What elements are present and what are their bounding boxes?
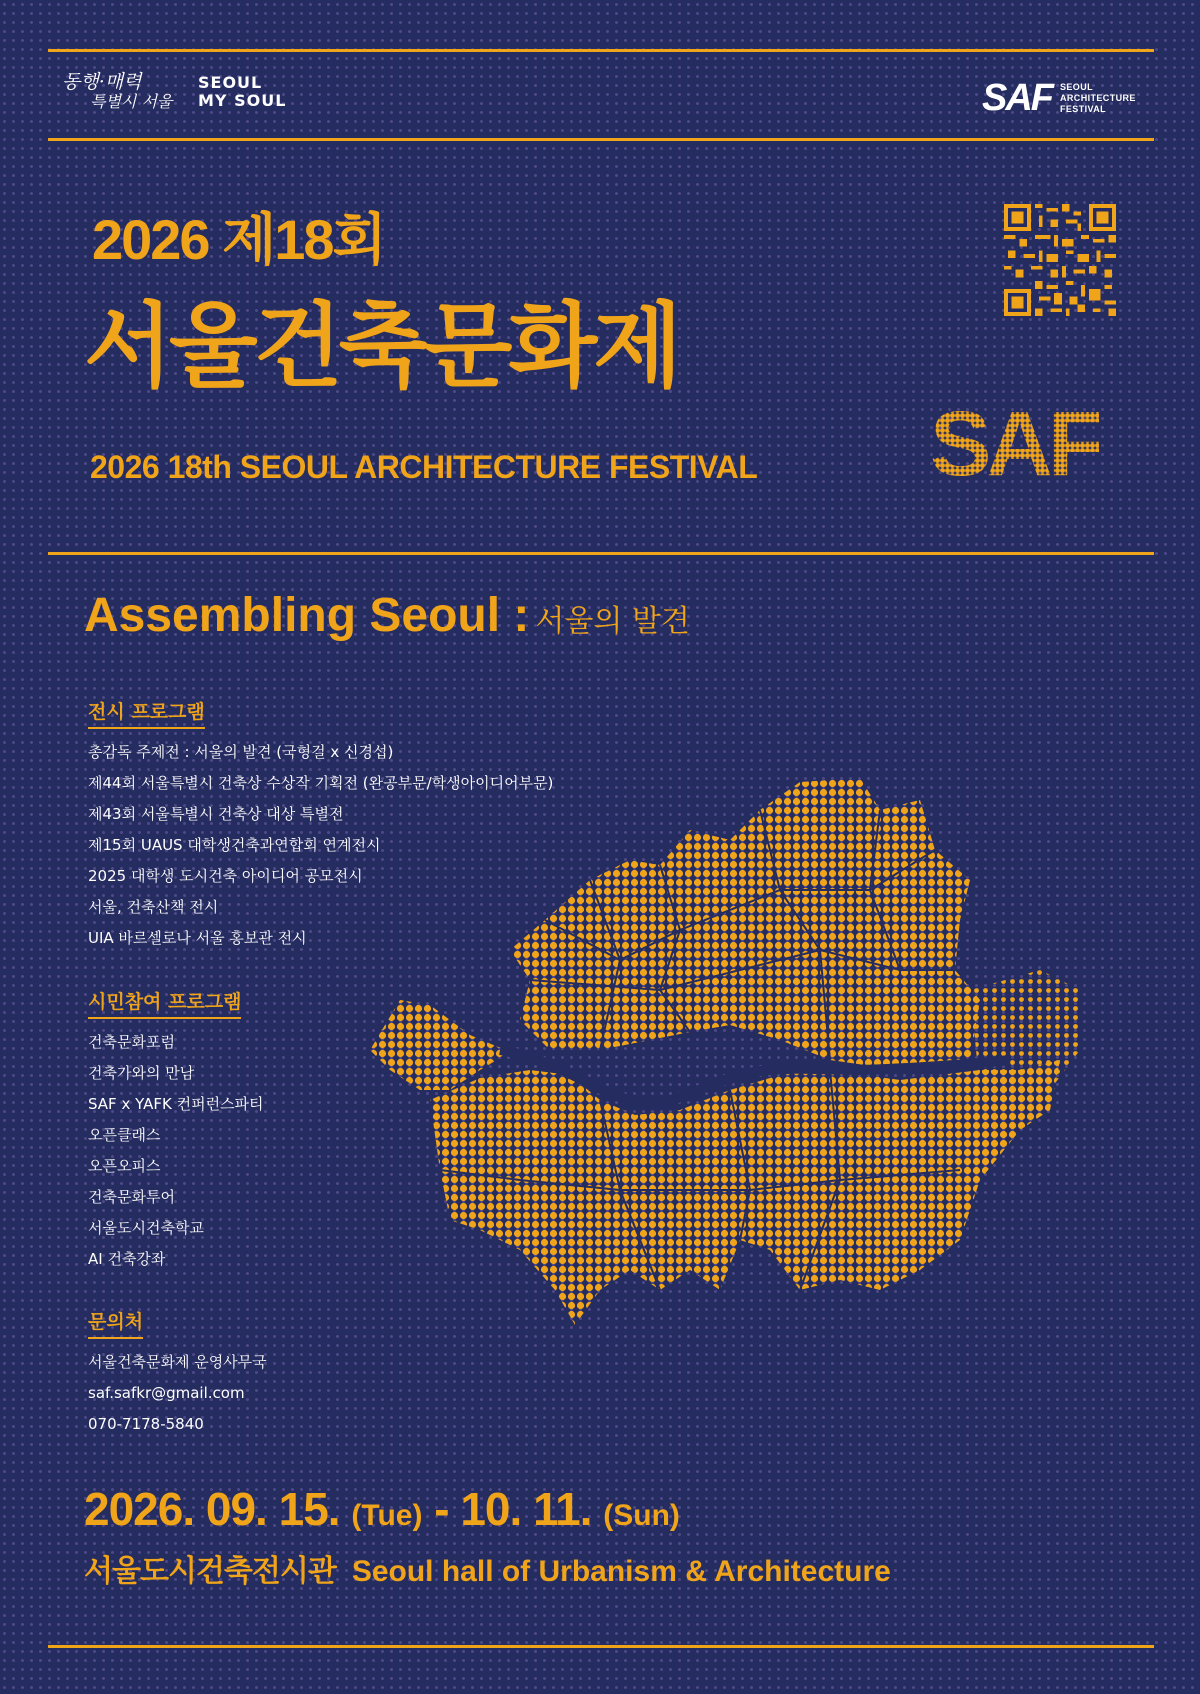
theme-korean: 서울의 발견 (535, 604, 690, 639)
list-item: 2025 대학생 도시건축 아이디어 공모전시 (88, 867, 363, 885)
exhibition-program-section (88, 700, 553, 954)
start-date: 2026. 09. 15. (84, 1483, 340, 1535)
end-date: 10. 11. (460, 1483, 592, 1535)
title-divider (48, 552, 1154, 555)
saf-logo-text-line-2: ARCHITECTURE (1060, 92, 1136, 103)
list-item: 오픈오피스 (88, 1157, 161, 1175)
theme-english: Assembling Seoul : (84, 589, 530, 642)
start-day: (Tue) (351, 1499, 423, 1532)
contact-list (88, 1347, 267, 1440)
exhibition-list (88, 737, 553, 954)
contact-section (88, 1310, 267, 1440)
list-item: 제43회 서울특별시 건축상 대상 특별전 (88, 805, 344, 823)
saf-dotted-logo: SAF (930, 393, 1099, 495)
top-border-line (48, 49, 1154, 52)
contact-heading: 문의처 (88, 1310, 143, 1339)
seoul-logo-line-2: MY SOUL (198, 91, 287, 110)
main-title: 서울건축문화제 (84, 293, 679, 400)
seoul-logo-line-1: SEOUL (198, 73, 263, 92)
seoul-my-soul-logo (198, 74, 286, 110)
end-day: (Sun) (603, 1499, 680, 1532)
saf-logo-text (1060, 82, 1136, 115)
list-item: 서울도시건축학교 (88, 1219, 204, 1237)
venue-korean: 서울도시건축전시관 (84, 1554, 336, 1589)
saf-logo-mark: SAF (982, 77, 1052, 119)
contact-email[interactable]: saf.safkr@gmail.com (88, 1384, 245, 1402)
list-item: 건축문화투어 (88, 1188, 175, 1206)
theme-title (84, 588, 690, 650)
list-item: 제15회 UAUS 대학생건축과연합회 연계전시 (88, 836, 381, 854)
list-item: 건축가와의 만남 (88, 1064, 195, 1082)
list-item: AI 건축강좌 (88, 1250, 166, 1268)
saf-logo-text-line-1: SEOUL (1060, 81, 1094, 92)
festival-dates (84, 1482, 680, 1543)
slogan-line-2: 특별시 서울 (90, 92, 173, 111)
venue-english: Seoul hall of Urbanism & Architecture (351, 1555, 891, 1588)
contact-office: 서울건축문화제 운영사무국 (88, 1353, 267, 1371)
citizen-program-section (88, 990, 264, 1275)
list-item: 총감독 주제전 : 서울의 발견 (국형걸 x 신경섭) (88, 743, 394, 761)
date-separator: - (434, 1483, 449, 1535)
saf-header-logo (982, 78, 1136, 118)
slogan-line-1: 동행·매력 (62, 71, 142, 93)
header-divider (48, 138, 1154, 141)
list-item: UIA 바르셀로나 서울 홍보관 전시 (88, 929, 307, 947)
edition-title: 2026 제18회 (92, 208, 385, 271)
venue (84, 1552, 891, 1596)
english-title: 2026 18th SEOUL ARCHITECTURE FESTIVAL (90, 449, 758, 485)
exhibition-heading: 전시 프로그램 (88, 700, 205, 729)
list-item: 오픈클래스 (88, 1126, 161, 1144)
citizen-list (88, 1027, 264, 1275)
citizen-heading: 시민참여 프로그램 (88, 990, 241, 1019)
list-item: 서울, 건축산책 전시 (88, 898, 219, 916)
qr-code-icon[interactable] (1004, 204, 1116, 316)
contact-phone[interactable]: 070-7178-5840 (88, 1415, 204, 1433)
list-item: 제44회 서울특별시 건축상 수상작 기획전 (완공부문/학생아이디어부문) (88, 774, 554, 792)
bottom-border-line (48, 1645, 1154, 1648)
list-item: SAF x YAFK 컨퍼런스파티 (88, 1095, 264, 1113)
list-item: 건축문화포럼 (88, 1033, 175, 1051)
seoul-city-slogan-logo (62, 72, 180, 112)
saf-logo-text-line-3: FESTIVAL (1060, 103, 1107, 114)
